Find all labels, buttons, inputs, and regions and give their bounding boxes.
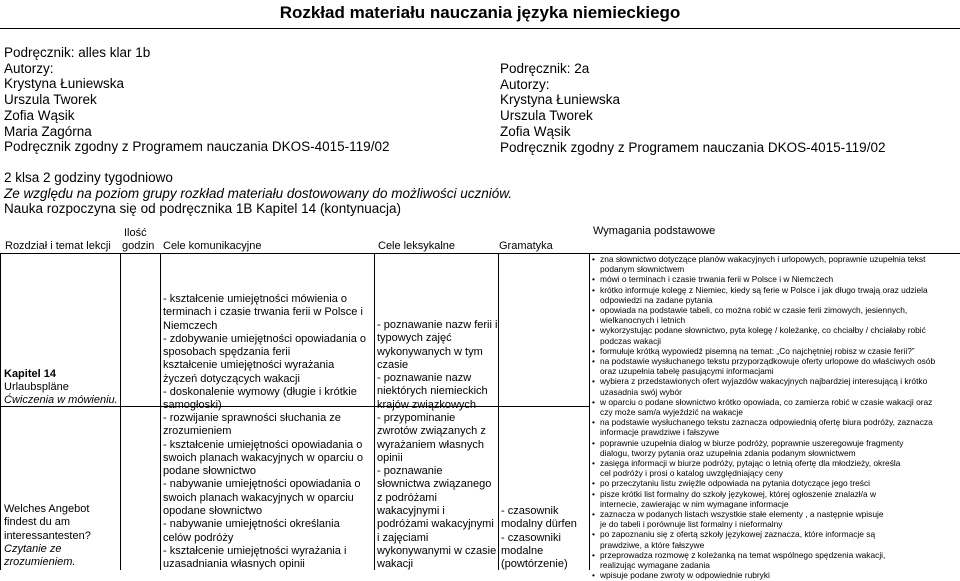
lex-goal-line: zwrotów związanych z <box>377 425 486 438</box>
comm-goal-line: podane słownictwo <box>163 465 256 478</box>
requirement-item: • na podstawie wysłuchanego tekstu przyporządkowuje oferty urlopowe do właściwych osób <box>591 356 935 366</box>
requirement-item: czy może sam/a wyjeździć na wakacje <box>600 407 743 418</box>
lex-goal-line: wykonywanymi w czasie <box>377 544 497 557</box>
note-line: Nauka rozpoczyna się od podręcznika 1B Kapitel 14 (kontynuacja) <box>4 201 401 216</box>
book-info-line: Podręcznik zgodny z Programem nauczania DKOS-4015-119/02 <box>500 139 886 155</box>
lex-goal-line: - poznawanie <box>377 465 443 478</box>
comm-goal-line: sposobach spędzania ferii <box>163 346 291 359</box>
comm-goal-line: terminach i czasie trwania ferii w Polsce i <box>163 306 363 319</box>
comm-goal-line: celów podróży <box>163 531 234 544</box>
book-info-line: Krystyna Łuniewska <box>4 76 125 92</box>
header-comm: Cele komunikacyjne <box>163 240 262 252</box>
requirement-item: podanym słownictwem <box>600 264 685 275</box>
requirement-item: internecie, zawierając w nim wymagane informacje <box>600 498 789 509</box>
book-info-line: Krystyna Łuniewska <box>500 92 621 108</box>
grammar-2 <box>501 505 577 571</box>
grammar-line: modalny dürfen <box>501 518 577 531</box>
lex-goal-line: czasie <box>377 358 409 371</box>
comm-goal-line: samogłoski) <box>163 399 222 412</box>
requirement-item: • wykorzystując podane słownictwo, pyta kolegę / koleżankę, co chciałby / chciałaby robić <box>591 325 935 335</box>
requirement-item: • wybiera z przedstawionych ofert wyjazdów wakacyjnych najbardziej interesującą i krótko <box>591 376 935 386</box>
chapter-lesson-line: findest du am <box>4 516 71 529</box>
requirement-item: • po przeczytaniu listu zwięźle odpowiada na pytania dotyczące jego treści <box>591 478 935 488</box>
comm-goal-line: - nabywanie umiejętności określania <box>163 518 340 531</box>
comm-goal-line: życzeń dotyczących wakacji <box>163 372 300 385</box>
lex-goal-line: krajów związkowych <box>377 398 477 411</box>
lex-goal-line: i zajęciami <box>377 531 429 544</box>
requirement-item: • w oparciu o podane słownictwo krótko opowiada, co zamierza robić w czasie wakacji oraz <box>591 397 935 407</box>
book-info-line: Maria Zagórna <box>4 123 92 139</box>
comm-goal-line: uzasadniania własnych opinii <box>163 558 305 571</box>
comm-goal-line: - kształcenie umiejętności opowiadania o <box>163 438 363 451</box>
comm-goal-line: kształcenie umiejętności wyrażania <box>163 359 335 372</box>
requirement-item: wielkanocnych i letnich <box>600 315 686 326</box>
book-info-line: Zofia Wąsik <box>4 107 75 123</box>
requirement-item: prawdziwe, a które fałszywe <box>600 539 705 550</box>
requirement-item: informacje prawdziwe i fałszywe <box>600 427 720 438</box>
header-hours-1: Ilość <box>124 227 147 239</box>
comm-goal-line: - kształcenie umiejętności wyrażania i <box>163 544 347 557</box>
header-lex: Cele leksykalne <box>378 240 456 252</box>
requirement-item: podczas wakacji <box>600 335 661 346</box>
comm-goal-line: swoich planach wakacyjnych w oparciu <box>163 491 354 504</box>
book-info-line: Autorzy: <box>4 60 54 76</box>
lex-goal-line: wyrażaniem własnych <box>377 438 484 451</box>
requirement-item: oraz uzupełnia tabelę pasującymi informacjami <box>600 366 774 377</box>
header-hours-2: godzin <box>122 240 155 252</box>
requirement-item: • opowiada na podstawie tabeli, co można robić w czasie ferii zimowych, jesiennych, <box>591 305 935 315</box>
requirement-item: • pisze krótki list formalny do szkoły językowej, której ogłoszenie znalazł/a w <box>591 489 935 499</box>
grammar-line: - czasownik <box>501 505 559 517</box>
lex-goal-line: słownictwa związanego <box>377 478 492 491</box>
chapter-lesson-line: zrozumieniem. <box>4 556 76 569</box>
lex-goal-line: typowych zajęć <box>377 332 452 345</box>
book-info-line: Podręcznik: 2a <box>500 61 590 76</box>
book-info-line: Urszula Tworek <box>500 108 593 124</box>
col-line <box>374 253 375 570</box>
book-info-line: Podręcznik zgodny z Programem nauczania DKOS-4015-119/02 <box>4 139 390 155</box>
requirement-item: odpowiedzi na zadane pytania <box>600 294 713 305</box>
grammar-line: (powtórzenie) <box>501 558 568 571</box>
lex-goals-1 <box>377 319 497 412</box>
lex-goal-line: niektórych niemieckich <box>377 385 488 398</box>
grammar-line: modalne <box>501 544 544 557</box>
note-line: Ze względu na poziom grupy rozkład materiału dostowowany do możliwości uczniów. <box>4 185 512 201</box>
chapter-lesson-line: Welches Angebot <box>4 503 90 515</box>
chapter-lesson-1: Ćwiczenia w mówieniu. <box>4 394 118 406</box>
header-chapter: Rozdział i temat lekcji <box>5 240 111 252</box>
comm-goal-line: - rozwijanie sprawności słuchania ze <box>163 412 341 424</box>
requirement-item: je do tabeli i porównuje list formalny i nieformalny <box>600 519 783 530</box>
requirement-item: • formułuje krótką wypowiedź pisemną na temat: „Co najchętniej robisz w czasie ferii?” <box>591 346 935 356</box>
comm-goal-line: - zdobywanie umiejętności opowiadania o <box>163 332 367 345</box>
lex-goal-line: - przypominanie <box>377 412 456 424</box>
book-info-line: Zofia Wąsik <box>500 123 571 139</box>
requirement-item: • na podstawie wysłuchanego tekstu zaznacza odpowiednią ofertę biura podróży, zaznacza <box>591 417 935 427</box>
grammar-line: - czasowniki <box>501 531 561 544</box>
comm-goal-line: - nabywanie umiejętności opowiadania o <box>163 478 361 491</box>
requirement-item: uzasadnia swój wybór <box>600 386 682 397</box>
requirement-item: • poprawnie uzupełnia dialog w biurze podróży, poprawnie uszeregowuje fragmenty <box>591 438 935 448</box>
rule <box>0 28 960 29</box>
header-gram: Gramatyka <box>499 240 553 252</box>
chapter-lesson-2 <box>4 503 91 543</box>
requirement-item: • krótko informuje kolegę z Niemiec, kiedy są ferie w Polsce i jak długo trwają oraz udziela <box>591 285 935 295</box>
comm-goal-line: - kształcenie umiejętności mówienia o <box>163 293 348 305</box>
col-line <box>160 253 161 570</box>
note-line: 2 klsa 2 godziny tygodniowo <box>4 170 173 185</box>
book-info-line: Podręcznik: alles klar 1b <box>4 45 151 60</box>
chapter-lesson-line: interessantesten? <box>4 529 91 542</box>
comm-goal-line: Niemczech <box>163 319 218 332</box>
chapter-lesson-line: Czytanie ze <box>4 543 62 555</box>
comm-goal-line: zrozumieniem <box>163 425 232 438</box>
requirement-item: • przeprowadza rozmowę z koleżanką na temat wspólnego spędzenia wakacji, <box>591 550 935 560</box>
requirement-item: • po zapoznaniu się z ofertą szkoły językowej zaznacza, które informacje są <box>591 529 935 539</box>
col-line <box>589 253 590 570</box>
book-info-line: Urszula Tworek <box>4 92 97 108</box>
book-info-line: Autorzy: <box>500 76 550 92</box>
requirement-item: • zasięga informacji w biurze podróży, pytając o letnią ofertę dla młodzieży, określa <box>591 458 935 468</box>
lex-goal-line: wykonywanych w tym <box>377 345 483 358</box>
lex-goal-line: opinii <box>377 451 403 464</box>
lex-goal-line: - poznawanie nazw <box>377 372 472 385</box>
chapter-lesson-2-type <box>4 543 76 570</box>
col-line <box>498 253 499 570</box>
col-line <box>0 253 1 570</box>
requirements-list <box>591 254 935 581</box>
chapter-topic: Urlaubspläne <box>4 381 69 393</box>
comm-goal-line: - doskonalenie wymowy (długie i krótkie <box>163 386 357 399</box>
lex-goal-line: z podróżami <box>377 491 437 504</box>
requirement-item: • mówi o terminach i czasie trwania ferii w Polsce i w Niemczech <box>591 274 935 284</box>
requirement-item: • zaznacza w podanych listach wszystkie stałe elementy , a następnie wpisuje <box>591 509 935 519</box>
comm-goal-line: opodane słownictwo <box>163 505 263 518</box>
lex-goal-line: - poznawanie nazw ferii i <box>377 319 498 331</box>
requirement-item: realizując wymagane zadania <box>600 560 710 571</box>
requirement-item: dialogu, tworzy pytania oraz uzupełnia zdania podanym słownictwem <box>600 447 856 458</box>
col-line <box>120 253 121 570</box>
lex-goal-line: wakacyjnymi i <box>377 505 445 518</box>
requirement-item: • wpisuje podane zwroty w odpowiednie rubryki <box>591 570 935 580</box>
lex-goal-line: wakacji <box>377 558 414 571</box>
comm-goals-1 <box>163 293 366 413</box>
lex-goal-line: podróżami wakacyjnymi <box>377 518 494 531</box>
chapter-kapitel: Kapitel 14 <box>4 368 56 380</box>
requirement-item: cel podróży i prosi o katalog uwzględniający ceny <box>600 468 783 479</box>
comm-goal-line: swoich planach wakacyjnych w oparciu o <box>163 451 363 464</box>
comm-goals-2 <box>163 412 363 572</box>
requirement-item: • zna słownictwo dotyczące planów wakacyjnych i urlopowych, poprawnie uzupełnia tekst <box>591 254 935 264</box>
lex-goals-2 <box>377 412 496 572</box>
header-req: Wymagania podstawowe <box>593 225 716 237</box>
page-title: Rozkład materiału nauczania języka niemieckiego <box>279 3 681 22</box>
